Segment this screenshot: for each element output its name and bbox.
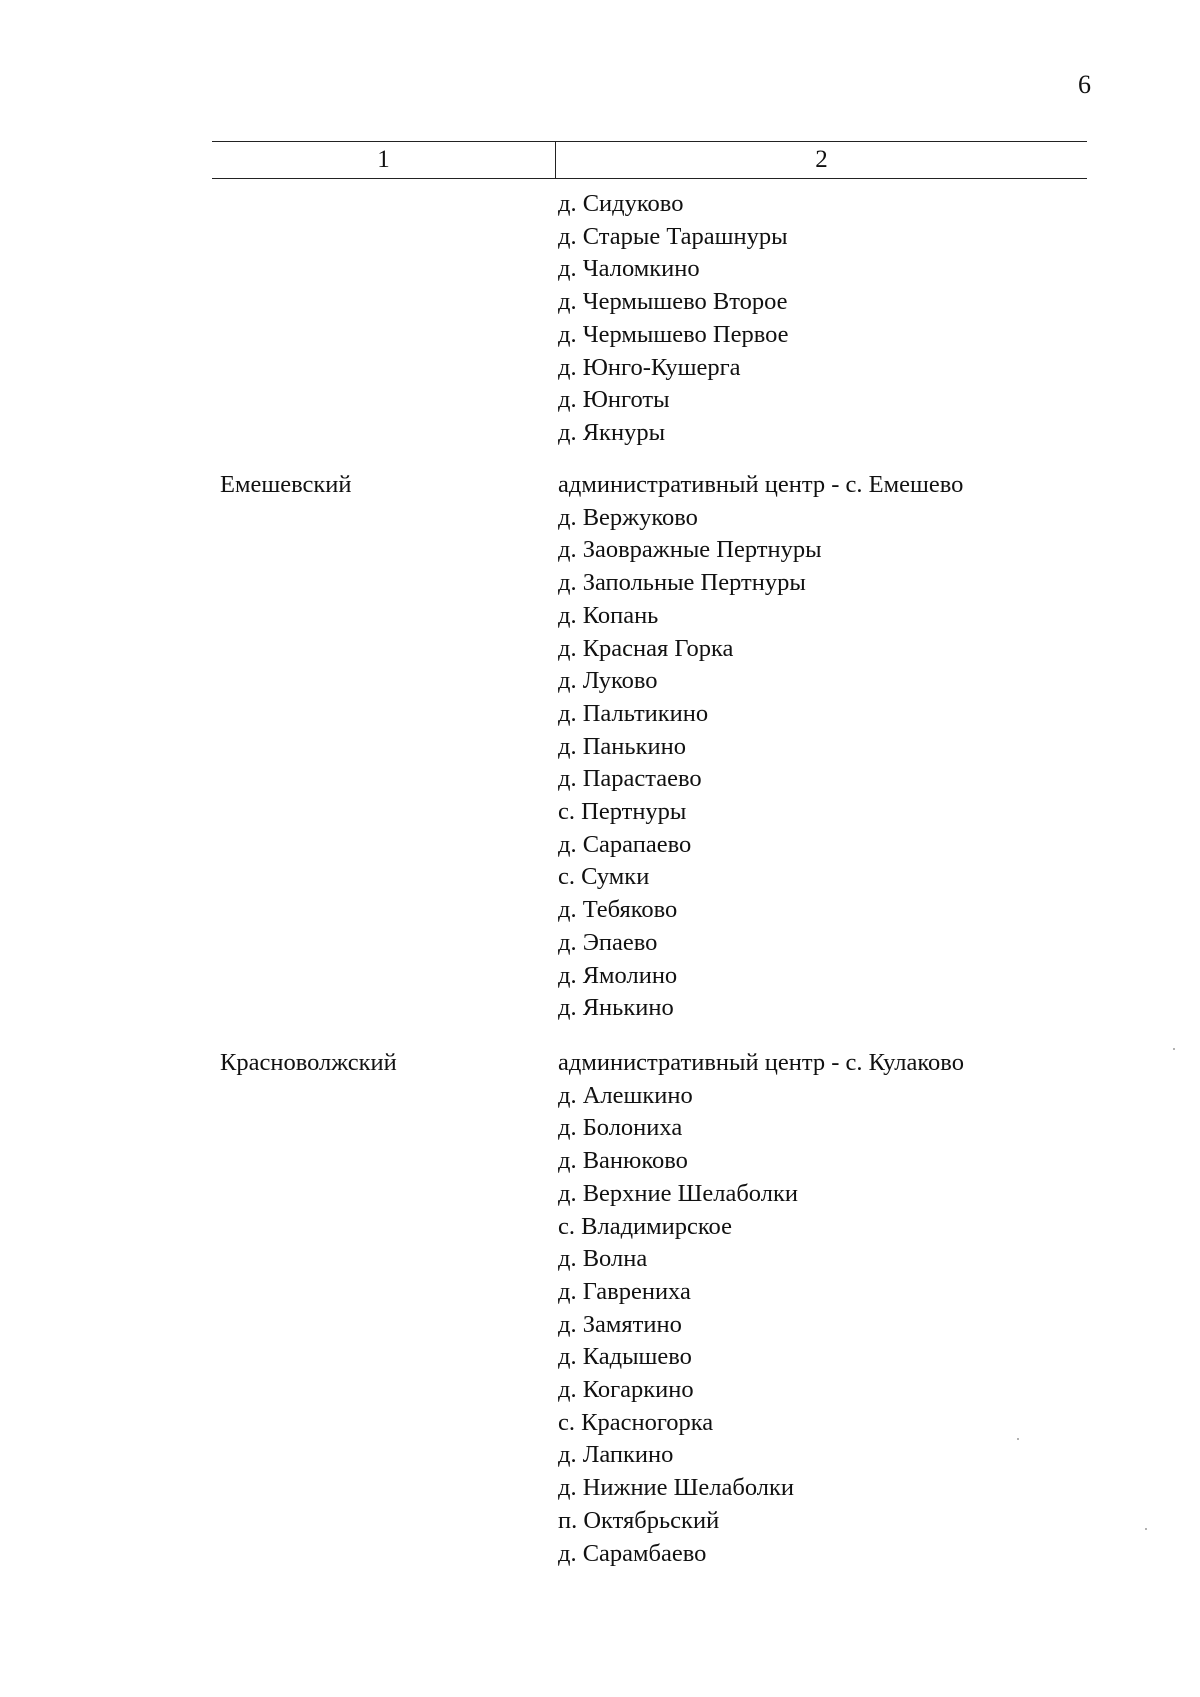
settlement-list-krasnovolzhsky — [558, 1047, 964, 1570]
scan-speck — [1145, 1528, 1147, 1530]
list-item: д. Ванюково — [558, 1147, 688, 1175]
scan-speck — [1173, 1048, 1175, 1050]
list-item: д. Чаломкино — [558, 255, 700, 283]
list-item: д. Юнго-Кушерга — [558, 353, 741, 381]
list-item: д. Панькино — [558, 732, 686, 760]
list-item: п. Октябрьский — [558, 1506, 720, 1534]
list-item: д. Нижние Шелаболки — [558, 1474, 794, 1502]
list-item: с. Сумки — [558, 863, 650, 891]
list-item: д. Копань — [558, 601, 659, 629]
list-item: д. Старые Тарашнуры — [558, 222, 788, 250]
list-item: д. Юнготы — [558, 386, 670, 414]
list-item: д. Якнуры — [558, 418, 666, 446]
list-item: д. Луково — [558, 667, 658, 695]
list-item: д. Замятино — [558, 1310, 682, 1338]
district-name-emeshevsky: Емешевский — [220, 471, 352, 498]
list-item: д. Верхние Шелаболки — [558, 1179, 798, 1207]
list-item: д. Красная Горка — [558, 634, 734, 662]
list-item: д. Когаркино — [558, 1376, 694, 1404]
table-header — [212, 141, 1087, 179]
list-item: д. Чермышево Первое — [558, 320, 789, 348]
district-name-krasnovolzhsky: Красноволжский — [220, 1049, 397, 1076]
list-item: д. Сарапаево — [558, 830, 692, 858]
settlement-list-continued — [558, 188, 789, 450]
page-number: 6 — [1078, 70, 1091, 99]
column-1-header: 1 — [377, 146, 390, 173]
scan-speck — [1017, 1438, 1019, 1440]
list-item: д. Вержуково — [558, 503, 698, 531]
list-item: д. Сарамбаево — [558, 1539, 707, 1567]
list-item: д. Болониха — [558, 1114, 683, 1142]
list-item: д. Пальтикино — [558, 699, 709, 727]
list-item: д. Кадышево — [558, 1343, 692, 1371]
list-item: д. Парастаево — [558, 765, 702, 793]
list-item: д. Янькино — [558, 994, 674, 1022]
list-item: с. Пертнуры — [558, 798, 687, 826]
list-item: д. Волна — [558, 1245, 648, 1273]
list-item: д. Алешкино — [558, 1081, 693, 1109]
list-item: д. Тебяково — [558, 896, 678, 924]
list-item: д. Эпаево — [558, 928, 658, 956]
list-item: д. Заовражные Пертнуры — [558, 536, 822, 564]
list-item: д. Сидуково — [558, 190, 684, 217]
list-item: д. Лапкино — [558, 1441, 674, 1469]
list-item: административный центр - с. Кулаково — [558, 1049, 964, 1076]
list-item: д. Запольные Пертнуры — [558, 569, 806, 597]
list-item: д. Ямолино — [558, 961, 678, 989]
column-2-header: 2 — [815, 146, 828, 173]
list-item: административный центр - с. Емешево — [558, 471, 964, 498]
settlement-list-emeshevsky — [558, 469, 963, 1025]
list-item: с. Владимирское — [558, 1212, 732, 1240]
list-item: с. Красногорка — [558, 1408, 714, 1436]
list-item: д. Гаврениха — [558, 1277, 691, 1305]
list-item: д. Чермышево Второе — [558, 288, 788, 316]
